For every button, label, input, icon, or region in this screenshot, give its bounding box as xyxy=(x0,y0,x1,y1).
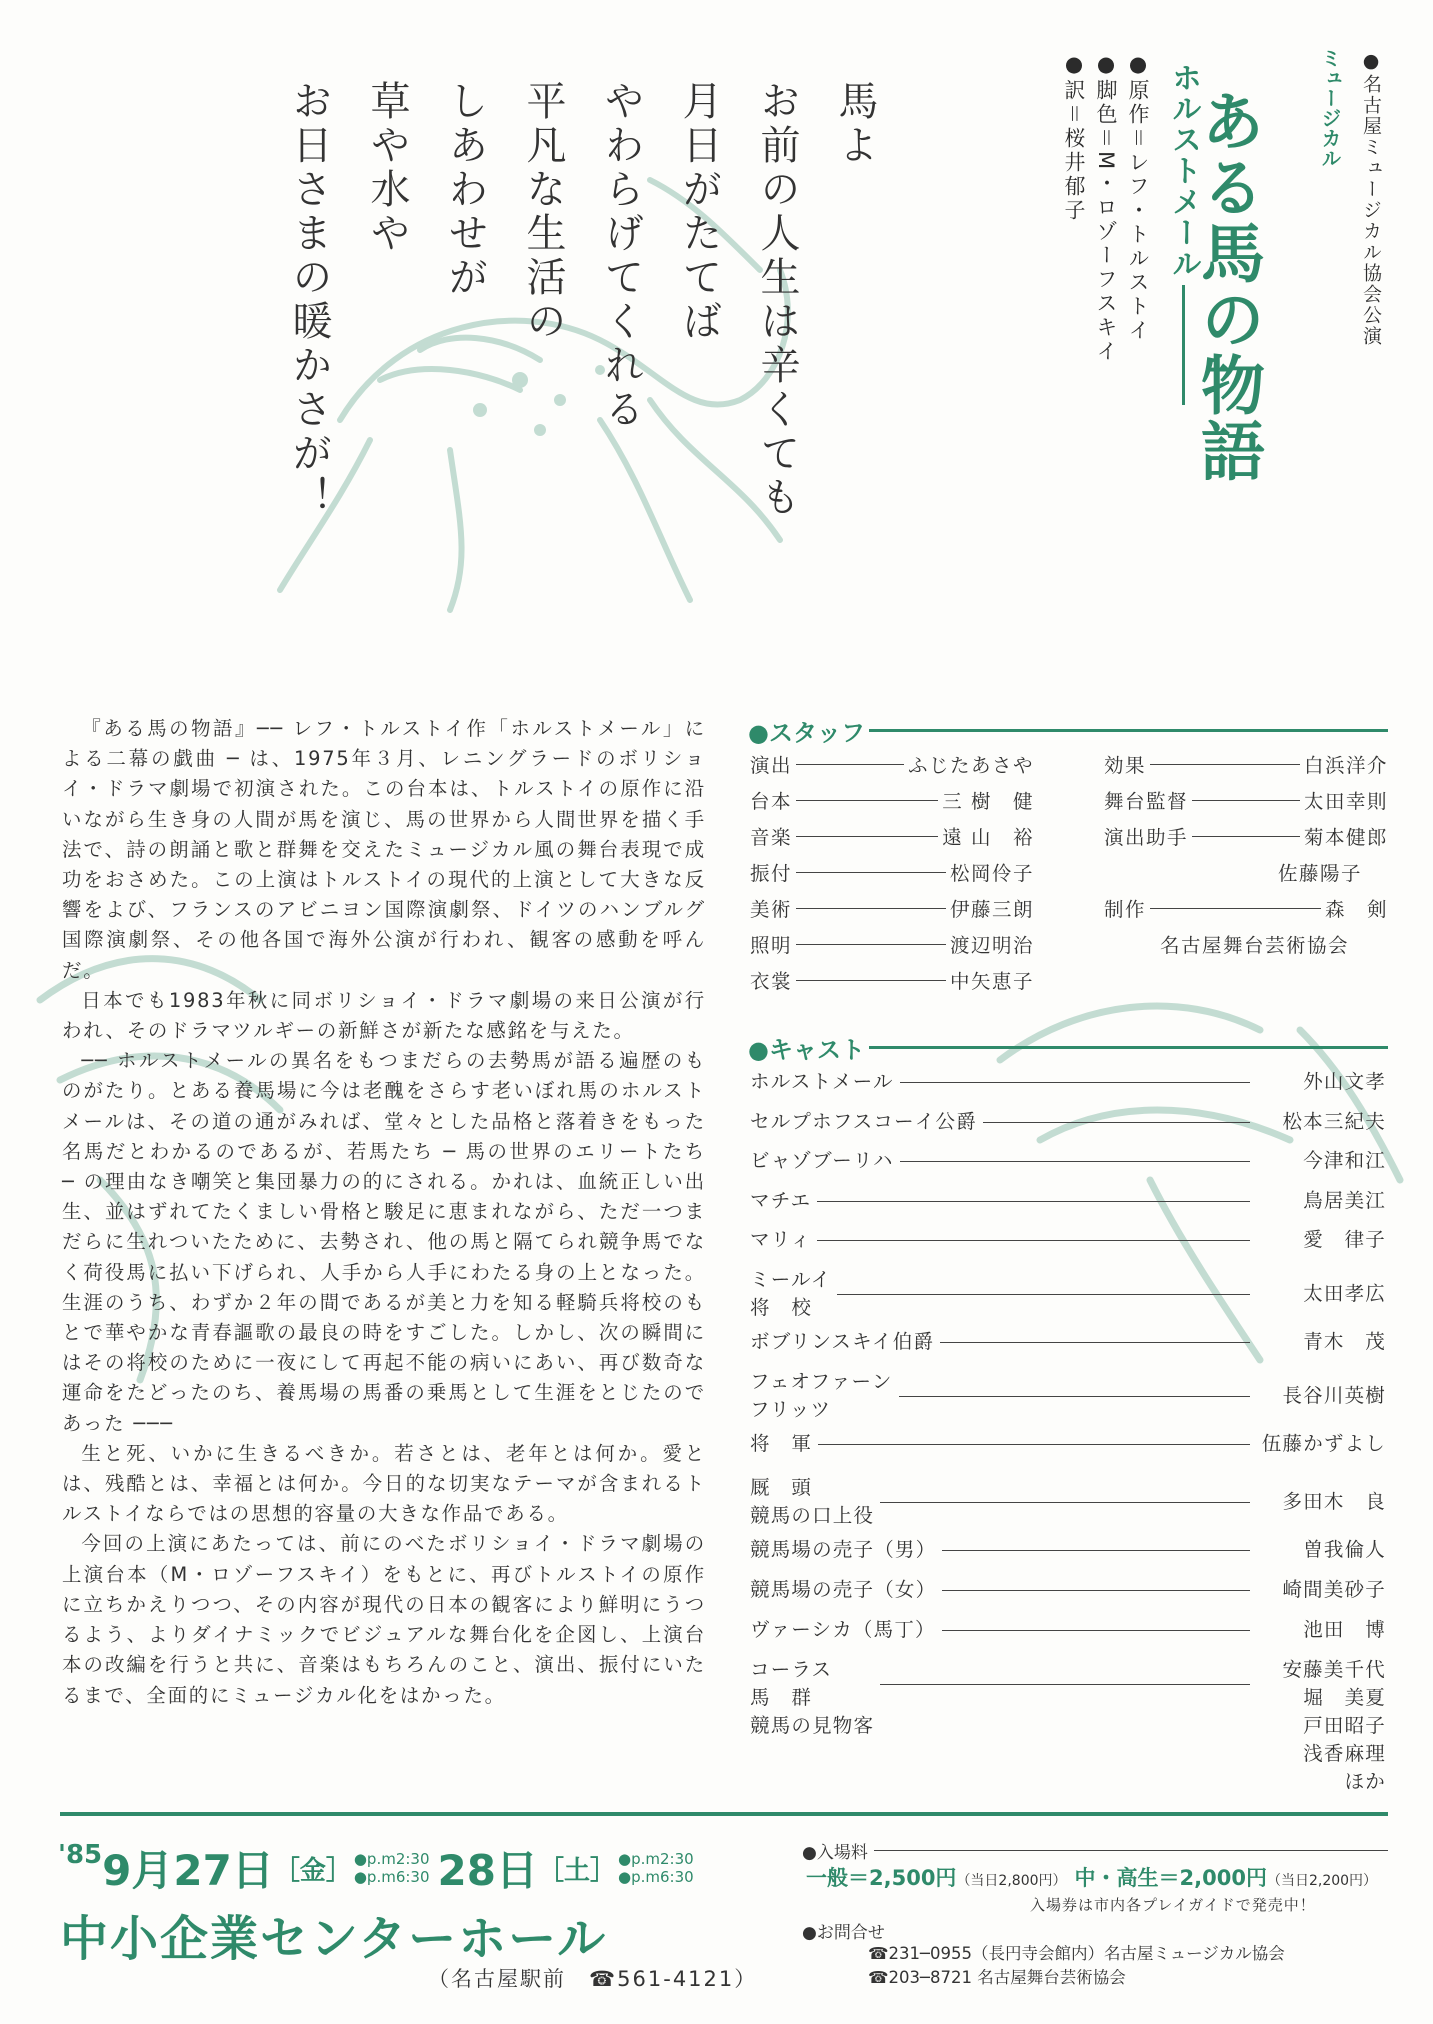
contact-list xyxy=(868,1942,1285,1990)
staff-row xyxy=(1104,750,1388,778)
staff-row xyxy=(1104,894,1388,922)
staff-role: 台本 xyxy=(750,790,793,813)
staff-name: 渡辺明治 xyxy=(949,934,1034,957)
date-2: 28日 xyxy=(437,1846,538,1895)
staff-heading xyxy=(748,713,1388,748)
subtitle-text: ホルストメール xyxy=(1166,62,1201,279)
cast-role: セルプホフスコーイ公爵 xyxy=(750,1110,977,1133)
credit-translation: ●訳＝桜井郁子 xyxy=(1062,52,1086,223)
leader-line xyxy=(940,1342,1250,1343)
cast-role: 競馬場の売子（女） xyxy=(750,1578,937,1601)
day-2: ［土］ xyxy=(537,1855,616,1886)
cast-role: ビャゾブーリハ xyxy=(750,1149,894,1172)
footer-rule xyxy=(60,1812,1388,1816)
cast-row xyxy=(750,1147,1386,1175)
cast-row xyxy=(750,1536,1386,1564)
staff-role: 舞台監督 xyxy=(1104,790,1189,813)
cast-row xyxy=(750,1368,1386,1424)
time: ●p.m6:30 xyxy=(618,1868,694,1886)
contact-line: ☎203─8721 名古屋舞台芸術協会 xyxy=(868,1968,1126,1987)
staff-role: 音楽 xyxy=(750,826,793,849)
cast-name: 今津和江 xyxy=(1303,1149,1386,1172)
leader-line xyxy=(900,1161,1250,1162)
cast-role: ボブリンスキイ伯爵 xyxy=(750,1330,935,1353)
staff-name: 佐藤陽子 xyxy=(1278,862,1363,885)
cast-role: 競馬場の売子（男） xyxy=(750,1538,937,1561)
cast-name: 松本三紀夫 xyxy=(1282,1110,1386,1133)
staff-organization: 名古屋舞台芸術協会 xyxy=(1160,934,1350,957)
cast-role: フェオファーン フリッツ xyxy=(750,1370,893,1421)
staff-row xyxy=(750,858,1034,886)
cast-row xyxy=(750,1616,1386,1644)
cast-name: 多田木 良 xyxy=(1282,1490,1386,1513)
staff-heading-text: ●スタッフ xyxy=(748,719,865,747)
staff-row xyxy=(750,786,1034,814)
staff-role: 振付 xyxy=(750,862,793,885)
staff-role: 演出助手 xyxy=(1104,826,1189,849)
cast-role: ホルストメール xyxy=(750,1070,894,1093)
staff-role: 効果 xyxy=(1104,754,1147,777)
times-2 xyxy=(618,1850,694,1886)
cast-name: 太田孝広 xyxy=(1303,1282,1386,1305)
time: ●p.m6:30 xyxy=(353,1868,430,1886)
cast-name: 鳥居美江 xyxy=(1303,1189,1386,1212)
staff-role: 美術 xyxy=(750,898,793,921)
leader-line xyxy=(900,1082,1250,1083)
synopsis-paragraph: 今回の上演にあたっては、前にのべたボリショイ・ドラマ劇場の上演台本（M・ロゾーフスキイ）をもとに、再びトルストイの原作に立ちかえりつつ、その内容が現代の日本の観客により鮮明にうつるよう、よりダイナミックでビジュアルな舞台化を企図し、上演台本の改編を行うと共に、音楽はもちろんのこと、演出、振付にいたるまで、全面的にミュージカル化をはかった。 xyxy=(62,1532,706,1707)
staff-row xyxy=(1104,822,1388,850)
cast-name: 外山文孝 xyxy=(1303,1070,1386,1093)
credit-original: ●原作＝レフ・トルストイ xyxy=(1126,52,1150,343)
leader-line xyxy=(817,1240,1250,1241)
cast-row xyxy=(750,1430,1386,1458)
staff-row xyxy=(750,822,1034,850)
times-1 xyxy=(354,1850,430,1886)
synopsis-paragraph: 生と死、いかに生きるべきか。若さとは、老年とは何か。愛とは、残酷とは、幸福とは何か。今日的な切実なテーマが含まれるトルストイならではの思想的容量の大きな作品である。 xyxy=(62,1441,706,1526)
price-student: 中・高生＝2,000円 xyxy=(1074,1866,1267,1890)
leader-line xyxy=(837,1294,1250,1295)
staff-role: 制作 xyxy=(1104,898,1147,921)
cast-heading xyxy=(748,1030,1388,1065)
cast-row xyxy=(750,1108,1386,1136)
cast-role: コーラス 馬 群 競馬の見物客 xyxy=(750,1658,875,1737)
staff-name: 松岡伶子 xyxy=(949,862,1034,885)
staff-name: 白浜洋介 xyxy=(1303,754,1388,777)
cast-role: 将 軍 xyxy=(750,1432,813,1455)
time: ●p.m2:30 xyxy=(353,1850,430,1868)
staff-role: 衣裳 xyxy=(750,970,793,993)
leader-line xyxy=(942,1590,1250,1591)
cast-name: 長谷川英樹 xyxy=(1282,1384,1386,1407)
poem-line: お日さまの暖かさが！ xyxy=(286,80,332,520)
day-1: ［金］ xyxy=(273,1855,352,1886)
leader-line xyxy=(880,1502,1250,1503)
cast-role: マチエ xyxy=(750,1189,812,1212)
time: ●p.m2:30 xyxy=(618,1850,694,1868)
cast-row xyxy=(750,1328,1386,1356)
admission-label: ●入場料 xyxy=(802,1843,868,1863)
staff-role: 演出 xyxy=(750,754,793,777)
venue-info: （名古屋駅前 ☎561-4121） xyxy=(428,1967,758,1991)
date-1: 9月27日 xyxy=(102,1846,274,1895)
poem-line: しあわせが xyxy=(442,80,488,300)
poem-line: お前の人生は辛くても xyxy=(754,80,800,520)
cast-role: ヴァーシカ（馬丁） xyxy=(750,1618,936,1641)
presenter-line: ●名古屋ミュージカル協会公演 xyxy=(1360,50,1382,347)
page-title: ある馬の物語 xyxy=(1190,88,1264,484)
staff-name: 菊本健郎 xyxy=(1303,826,1388,849)
cast-name: 愛 律子 xyxy=(1303,1228,1386,1251)
staff-name: ふじたあさや xyxy=(907,754,1034,777)
synopsis-paragraph: 『ある馬の物語』── レフ・トルストイ作「ホルストメール」による二幕の戯曲 ─ は、1975年３月、レニングラードのボリショイ・ドラマ劇場で初演された。この台本は、トルストイの原作に沿いながら生き身の人間が馬を演じ、馬の世界から人間世界を描く手法で、詩の朗誦と歌と群舞を交えたミュージカル風の舞台表現で成功をおさめた。この上演はトルストイの現代的上演として大きな反響をよび、フランスのアビニヨン国際演劇祭、ドイツのハンブルグ国際演劇祭、その他各国で海外公演が行われ、観客の感動を呼んだ。 xyxy=(62,717,706,982)
ticket-note: 入場券は市内各プレイガイドで発売中！ xyxy=(1030,1896,1316,1914)
genre-label: ミュージカル xyxy=(1318,48,1342,168)
staff-heading-rule xyxy=(869,729,1388,732)
leader-line xyxy=(880,1684,1250,1685)
cast-row xyxy=(750,1656,1386,1796)
staff-name: 伊藤三朗 xyxy=(949,898,1034,921)
leader-line xyxy=(818,1444,1250,1445)
staff-row xyxy=(750,750,1034,778)
poem-line: 平凡な生活の xyxy=(520,80,566,344)
cast-row xyxy=(750,1474,1386,1530)
staff-name: 中矢恵子 xyxy=(949,970,1034,993)
poem-line: 草や水や xyxy=(364,80,410,256)
staff-row xyxy=(750,966,1034,994)
poem-line: やわらげてくれる xyxy=(598,80,644,432)
synopsis-paragraph: ── ホルストメールの異名をもつまだらの去勢馬が語る遍歴のものがたり。とある養馬場に今は老醜をさらす老いぼれ馬のホルストメールは、その道の通がみれば、堂々とした品格と落着きをもった名馬だとわかるのであるが、若馬たち ─ 馬の世界のエリートたち ─ の理由なき嘲笑と集団暴力の的にされる。かれは、血統正しい出生、並はずれてたくましい骨格と駿足に恵まれながら、ただ一つまだらに生れついたために、去勢され、他の馬と隔てられ競争馬でなく荷役馬に払い下げられ、人手から人手にわたる身の上となった。生涯のうち、わずか２年の間であるが美と力を知る軽騎兵将校のもとで華やかな青春謳歌の最良の時をすごした。しかし、次の瞬間にはその将校のために一夜にして再起不能の病いにあい、再び数奇な運命をたどったのち、養馬場の馬番の乗馬として生涯をとじたのであった ─── xyxy=(62,1049,706,1435)
staff-row xyxy=(750,894,1034,922)
poem-line: 月日がたてば xyxy=(676,80,722,344)
cast-role: ミールイ 将 校 xyxy=(750,1268,832,1319)
synopsis-text xyxy=(62,714,706,1711)
staff-row xyxy=(1104,786,1388,814)
cast-name: 崎間美砂子 xyxy=(1282,1578,1386,1601)
staff-row xyxy=(750,930,1034,958)
cast-name: 伍藤かずよし xyxy=(1261,1432,1386,1455)
contact-label: ●お問合せ xyxy=(802,1923,885,1943)
leader-line xyxy=(817,1201,1250,1202)
cast-name: 池田 博 xyxy=(1303,1618,1386,1641)
synopsis-paragraph: 日本でも1983年秋に同ボリショイ・ドラマ劇場の来日公演が行われ、そのドラマツルギーの新鮮さが新たな感銘を与えた。 xyxy=(62,988,706,1043)
leader-line xyxy=(942,1550,1250,1551)
cast-role: 厩 頭 競馬の口上役 xyxy=(750,1476,875,1527)
cast-row xyxy=(750,1068,1386,1096)
cast-name: 安藤美千代 堀 美夏 戸田昭子 浅香麻理 ほか xyxy=(1282,1658,1386,1793)
price-general: 一般＝2,500円 xyxy=(806,1866,957,1890)
staff-name: 遠 山 裕 xyxy=(942,826,1034,849)
staff-name: 太田幸則 xyxy=(1303,790,1388,813)
admission-heading xyxy=(802,1838,1388,1863)
leader-line xyxy=(942,1630,1250,1631)
cast-heading-text: ●キャスト xyxy=(748,1036,865,1064)
contact-line: ☎231─0955（長円寺会館内）名古屋ミュージカル協会 xyxy=(868,1944,1285,1963)
leader-line xyxy=(983,1122,1250,1123)
year: '85 xyxy=(58,1840,103,1870)
performance-dates xyxy=(58,1838,694,1898)
staff-name: 森 剣 xyxy=(1324,898,1388,921)
cast-row xyxy=(750,1226,1386,1254)
price-general-door: （当日2,800円） xyxy=(956,1873,1067,1889)
credit-adaptation: ●脚色＝M・ロゾーフスキイ xyxy=(1094,52,1118,365)
cast-row xyxy=(750,1266,1386,1322)
cast-name: 曽我倫人 xyxy=(1303,1538,1386,1561)
staff-role: 照明 xyxy=(750,934,793,957)
ticket-prices xyxy=(806,1862,1377,1892)
venue-name: 中小企業センターホール xyxy=(60,1911,608,1967)
leader-line xyxy=(899,1396,1250,1397)
price-student-door: （当日2,200円） xyxy=(1266,1873,1378,1889)
cast-heading-rule xyxy=(869,1046,1388,1049)
cast-name: 青木 茂 xyxy=(1303,1330,1386,1353)
cast-row xyxy=(750,1576,1386,1604)
subtitle xyxy=(1161,62,1205,405)
cast-role: マリィ xyxy=(750,1228,812,1251)
poem-line: 馬よ xyxy=(832,80,878,168)
staff-name: 三 樹 健 xyxy=(942,790,1034,813)
subtitle-rule xyxy=(1182,285,1185,405)
cast-row xyxy=(750,1187,1386,1215)
